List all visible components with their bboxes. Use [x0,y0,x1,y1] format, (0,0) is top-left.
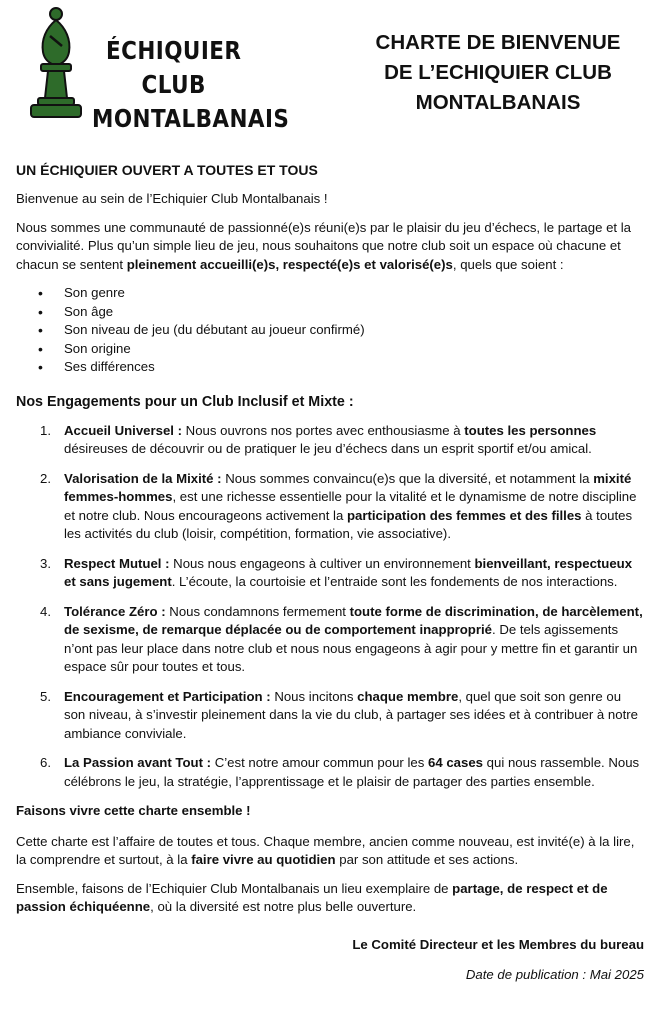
welcome-line: Bienvenue au sein de l’Echiquier Club Montalbanais ! [16,191,328,206]
engagements-list [16,422,644,792]
closing-paragraph-1 [16,833,644,870]
closing-callout: Faisons vivre cette charte ensemble ! [16,803,251,818]
item-text: désireuses de découvrir ou de pratiquer le jeu d’échecs dans un esprit sportif et/ou amical. [64,441,592,456]
item-number: 4. [40,603,51,619]
intro-paragraph [16,219,644,275]
item-title: Valorisation de la Mixité : [64,470,222,486]
item-emphasis: 64 cases [428,755,484,770]
item-title: Respect Mutuel : [64,555,170,571]
item-text: , est une richesse essentielle pour la vitalité et le dynamisme de notre discipline et notre club. Nous encourageons activement la [64,489,637,523]
item-number: 3. [40,555,51,571]
closing-text: Cette charte est l’affaire de toutes et tous. Chaque membre, ancien comme nouveau, est invité(e) à la lire, la comprendre et surtout, à la [16,833,635,867]
item-text: Nous nous engageons à cultiver un environnement [169,555,475,571]
closing-text: par son attitude et ses actions. [335,852,519,867]
item-number: 6. [40,755,51,770]
list-item: • Son âge [16,303,644,322]
engagement-item [16,470,644,544]
criteria-list [16,284,644,377]
item-number: 2. [40,470,51,486]
item-text: . De tels agissements n’ont pas leur place dans notre club et nous nous engageons à agir pour y mettre fin et garantir un espace sûr pour toutes et tous. [64,622,638,674]
logo-line-1: ÉCHIQUIER CLUB [106,36,242,99]
publication-date: Date de publication : Mai 2025 [465,967,644,982]
item-number: 5. [40,688,51,704]
item-text: Nous sommes convaincu(e)s que la diversité, et notamment la [221,470,594,486]
item-text: qui nous rassemble. Nous célébrons le jeu, la stratégie, l’apprentissage et le plaisir de partager des parties ensemble. [64,755,640,789]
item-text: Nous ouvrons nos portes avec enthousiasme à [182,422,465,438]
item-text: Nous incitons [270,688,358,704]
intro-text-end: , quels que soient : [452,256,564,272]
title-line-2: DE L’ECHIQUIER CLUB [384,61,612,84]
item-title: Accueil Universel : [64,422,183,438]
item-emphasis: toutes les personnes [464,422,597,438]
item-text: à toutes les activités du club (loisir, compétition, formation, vie associative). [64,507,633,541]
logo-line-2: MONTALBANAIS [92,104,290,133]
closing-emphasis: faire vivre au quotidien [191,852,336,867]
page-title [352,28,644,118]
intro-text: Nous sommes une communauté de passionné(e)s réuni(e)s par le plaisir du jeu d’échecs, le partage et la convivialité. Plus qu’un simple lieu de jeu, nous souhaitons que notre club soit un espace où chacune et chacun se sentent [16,219,632,272]
engagement-item [16,603,644,677]
item-title: Tolérance Zéro : [64,603,166,619]
closing-paragraph-2 [16,880,644,917]
item-title: Encouragement et Participation : [64,688,271,704]
item-emphasis: mixité femmes-hommes [64,470,632,504]
list-item: • Ses différences [16,358,644,377]
engagement-item [16,688,644,744]
title-line-3: MONTALBANAIS [415,91,581,114]
club-logo [22,6,290,133]
engagement-item [16,754,644,791]
list-item: • Son origine [16,340,644,359]
signature: Le Comité Directeur et les Membres du bureau [352,937,644,952]
item-emphasis: participation des femmes et des filles [346,507,582,523]
item-text: , quel que soit son genre ou son niveau, à s’investir pleinement dans la vie du club, à partager ses idées et à contribuer à notre ambiance conviviale. [64,688,638,741]
list-item: • Son niveau de jeu (du débutant au joueur confirmé) [16,321,644,340]
closing-text: , où la diversité est notre plus belle ouverture. [150,899,417,914]
engagement-item [16,555,644,592]
section-heading-welcome: UN ÉCHIQUIER OUVERT A TOUTES ET TOUS [16,162,318,178]
chess-bishop-icon [22,6,92,124]
item-emphasis: chaque membre [357,688,459,704]
section-heading-engagements: Nos Engagements pour un Club Inclusif et Mixte : [16,393,354,410]
engagement-item [16,422,644,459]
closing-text: Ensemble, faisons de l’Echiquier Club Montalbanais un lieu exemplaire de [16,880,453,896]
closing-emphasis: partage, de respect et de passion échiquéenne [16,880,608,914]
item-emphasis: toute forme de discrimination, de harcèlement, de sexisme, de remarque déplacée ou de comportement inapproprié [64,603,643,637]
item-number: 1. [40,422,51,438]
document-body [16,161,644,927]
item-text: . L’écoute, la courtoisie et l’entraide sont les fondements de nos interactions. [171,574,618,589]
logo-wordmark [92,34,290,136]
item-title: La Passion avant Tout : [64,755,212,770]
title-line-1: CHARTE DE BIENVENUE [375,31,621,54]
item-text: C’est notre amour commun pour les [211,755,428,770]
item-emphasis: bienveillant, respectueux et sans jugement [64,555,633,589]
list-item: • Son genre [16,284,644,303]
intro-emphasis: pleinement accueilli(e)s, respecté(e)s et valorisé(e)s [126,256,453,272]
item-text: Nous condamnons fermement [165,603,350,619]
